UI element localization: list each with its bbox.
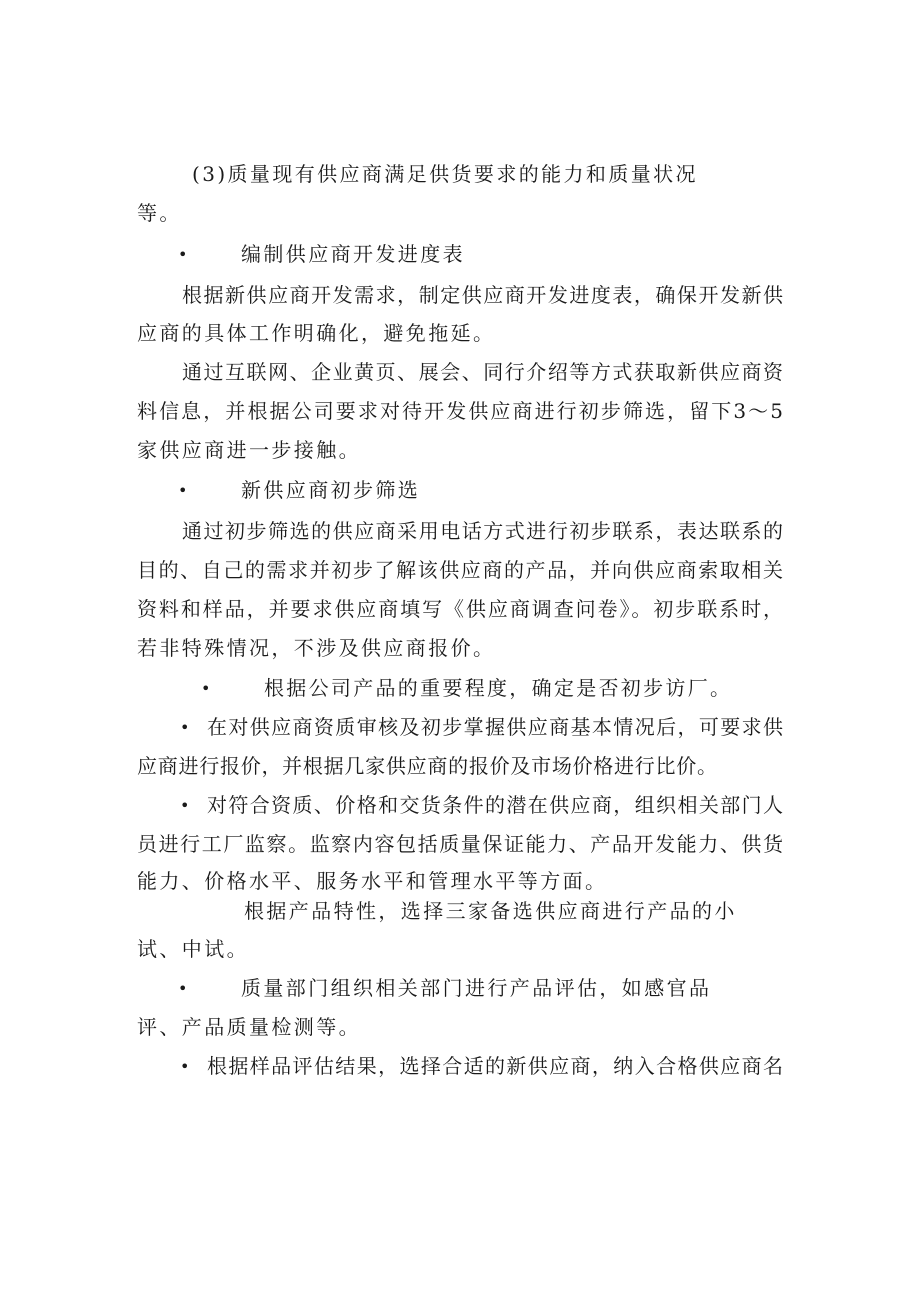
paragraph-contact-line-3: 资料和样品，并要求供应商填写《供应商调查问卷》。初步联系时， [137,597,783,621]
paragraph-progress-line-2: 应商的具体工作明确化，避免拖延。 [137,321,496,345]
bullet-heading-initial-screening: 新供应商初步筛选 [241,478,421,502]
bullet-factory-visit: 根据公司产品的重要程度，确定是否初步访厂。 [264,676,733,700]
bullet-quotation-line-2: 应商进行报价，并根据几家供应商的报价及市场价格进行比价。 [137,754,717,778]
bullet-heading-progress-table: 编制供应商开发进度表 [241,242,465,266]
paragraph-contact-line-4: 若非特殊情况，不涉及供应商报价。 [137,636,496,660]
bullet-evaluation-line-1: 质量部门组织相关部门进行产品评估，如感官品 [241,976,712,1000]
paragraph-3-line-2: 等。 [137,201,182,225]
paragraph-trial-line-1: 根据产品特性，选择三家备选供应商进行产品的小 [244,899,737,923]
bullet-icon: • [178,245,188,264]
paragraph-info-line-1: 通过互联网、企业黄页、展会、同行介绍等方式获取新供应商资 [182,360,783,384]
bullet-icon: • [201,679,211,698]
paragraph-info-line-3: 家供应商进一步接触。 [137,438,361,462]
bullet-inspection-line-2: 员进行工厂监察。监察内容包括质量保证能力、产品开发能力、供货 [137,832,783,856]
paragraph-contact-line-2: 目的、自己的需求并初步了解该供应商的产品，并向供应商索取相关 [137,558,783,582]
bullet-icon: • [180,1057,190,1076]
paragraph-progress-line-1: 根据新供应商开发需求，制定供应商开发进度表，确保开发新供 [182,283,783,307]
bullet-quotation-line-1: 在对供应商资质审核及初步掌握供应商基本情况后，可要求供 [207,715,783,739]
paragraph-contact-line-1: 通过初步筛选的供应商采用电话方式进行初步联系，表达联系的 [182,519,783,543]
bullet-evaluation-line-2: 评、产品质量检测等。 [137,1015,361,1039]
bullet-inspection-line-1: 对符合资质、价格和交货条件的潜在供应商，组织相关部门人 [207,793,783,817]
paragraph-3-line-1: (3)质量现有供应商满足供货要求的能力和质量状况 [192,162,698,186]
bullet-icon: • [178,979,188,998]
bullet-icon: • [178,481,188,500]
paragraph-info-line-2: 料信息，并根据公司要求对待开发供应商进行初步筛选，留下3～5 [137,399,783,423]
bullet-icon: • [180,796,190,815]
bullet-icon: • [180,718,190,737]
bullet-inspection-line-3: 能力、价格水平、服务水平和管理水平等方面。 [137,869,608,893]
paragraph-trial-line-2: 试、中试。 [137,937,249,961]
bullet-selection-line-1: 根据样品评估结果，选择合适的新供应商，纳入合格供应商名 [207,1054,783,1078]
